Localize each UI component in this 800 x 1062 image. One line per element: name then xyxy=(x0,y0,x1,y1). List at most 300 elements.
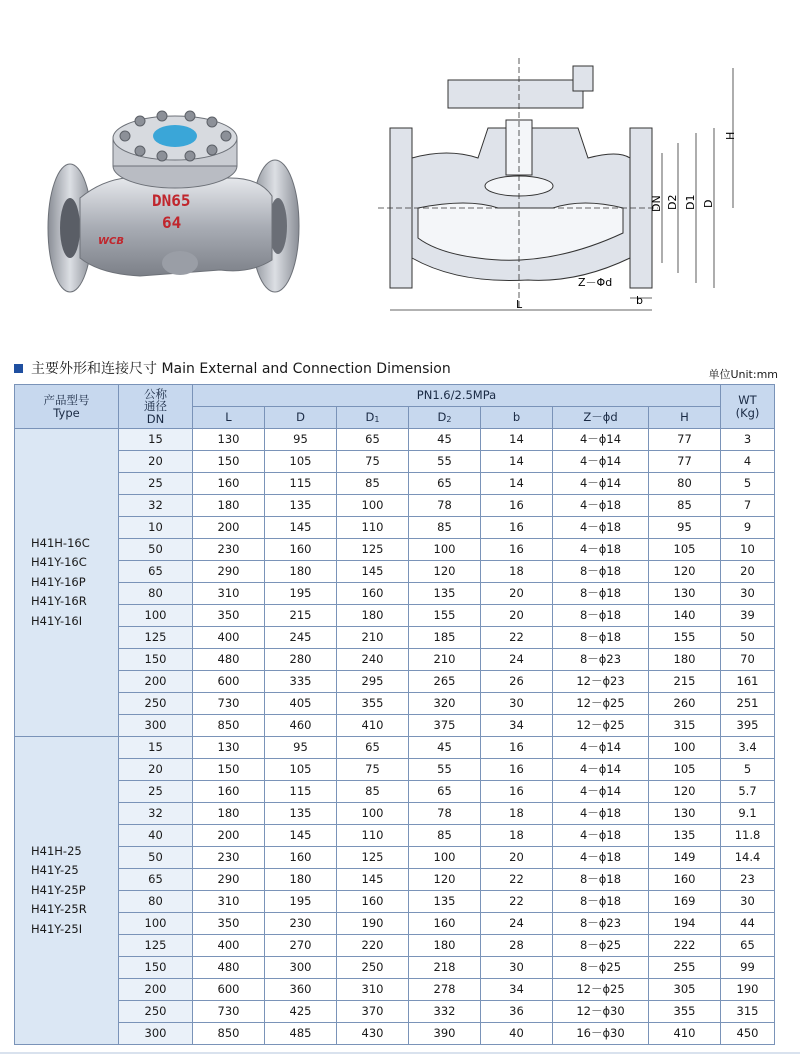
cell-h: 105 xyxy=(649,539,721,561)
header-b: b xyxy=(481,407,553,429)
dim-label-l: L xyxy=(516,298,523,311)
type-model: H41Y-25P xyxy=(31,882,86,897)
cell-d2: 332 xyxy=(409,1001,481,1023)
cell-d2: 120 xyxy=(409,561,481,583)
cell-b: 14 xyxy=(481,473,553,495)
cell-d1: 160 xyxy=(337,583,409,605)
cell-wt: 14.4 xyxy=(721,847,775,869)
cell-d: 425 xyxy=(265,1001,337,1023)
cell-d: 145 xyxy=(265,517,337,539)
cell-wt: 190 xyxy=(721,979,775,1001)
cell-d1: 125 xyxy=(337,847,409,869)
cell-d1: 295 xyxy=(337,671,409,693)
cell-d: 115 xyxy=(265,781,337,803)
cell-z: 4－ϕ14 xyxy=(553,737,649,759)
cell-wt: 5 xyxy=(721,473,775,495)
cell-h: 260 xyxy=(649,693,721,715)
cell-l: 730 xyxy=(193,1001,265,1023)
cell-h: 130 xyxy=(649,583,721,605)
header-d1-main: D xyxy=(365,409,375,424)
valve-section-drawing xyxy=(378,58,750,320)
cell-d1: 410 xyxy=(337,715,409,737)
cell-wt: 30 xyxy=(721,891,775,913)
cell-wt: 395 xyxy=(721,715,775,737)
cell-b: 20 xyxy=(481,605,553,627)
table-body xyxy=(15,429,775,1045)
cell-l: 130 xyxy=(193,429,265,451)
cell-d: 105 xyxy=(265,759,337,781)
cell-wt: 44 xyxy=(721,913,775,935)
table-row xyxy=(15,825,775,847)
cell-d2: 45 xyxy=(409,429,481,451)
cell-d: 115 xyxy=(265,473,337,495)
cell-d2: 390 xyxy=(409,1023,481,1045)
cell-d: 215 xyxy=(265,605,337,627)
cell-b: 22 xyxy=(481,869,553,891)
cell-d1: 160 xyxy=(337,891,409,913)
table-row xyxy=(15,891,775,913)
cell-d: 270 xyxy=(265,935,337,957)
cell-wt: 161 xyxy=(721,671,775,693)
cell-b: 16 xyxy=(481,517,553,539)
cell-dn: 150 xyxy=(119,649,193,671)
header-d: D xyxy=(265,407,337,429)
header-type-en: Type xyxy=(53,405,80,420)
cell-dn: 50 xyxy=(119,847,193,869)
cell-b: 14 xyxy=(481,451,553,473)
cell-d1: 75 xyxy=(337,759,409,781)
table-row xyxy=(15,715,775,737)
cell-b: 24 xyxy=(481,913,553,935)
cell-h: 120 xyxy=(649,781,721,803)
cell-wt: 39 xyxy=(721,605,775,627)
cell-d: 360 xyxy=(265,979,337,1001)
cell-z: 8－ϕ18 xyxy=(553,583,649,605)
cell-dn: 25 xyxy=(119,781,193,803)
table-row xyxy=(15,847,775,869)
header-d2-sub: 2 xyxy=(446,414,452,424)
cell-wt: 23 xyxy=(721,869,775,891)
cell-z: 12－ϕ30 xyxy=(553,1001,649,1023)
cell-b: 40 xyxy=(481,1023,553,1045)
cell-d: 405 xyxy=(265,693,337,715)
casting-text-dn: DN65 xyxy=(152,191,191,210)
cell-z: 12－ϕ23 xyxy=(553,671,649,693)
header-dn xyxy=(119,385,193,429)
cell-dn: 80 xyxy=(119,891,193,913)
cell-wt: 315 xyxy=(721,1001,775,1023)
cell-b: 28 xyxy=(481,935,553,957)
cell-wt: 3 xyxy=(721,429,775,451)
cell-d1: 125 xyxy=(337,539,409,561)
dim-label-z: Z－Φd xyxy=(578,276,613,289)
cell-d: 335 xyxy=(265,671,337,693)
cell-z: 4－ϕ18 xyxy=(553,825,649,847)
cell-dn: 300 xyxy=(119,715,193,737)
cell-wt: 4 xyxy=(721,451,775,473)
cell-dn: 20 xyxy=(119,759,193,781)
table-row xyxy=(15,935,775,957)
cell-b: 30 xyxy=(481,957,553,979)
cell-dn: 32 xyxy=(119,495,193,517)
cell-d: 245 xyxy=(265,627,337,649)
cell-h: 305 xyxy=(649,979,721,1001)
cell-wt: 65 xyxy=(721,935,775,957)
cell-wt: 450 xyxy=(721,1023,775,1045)
cell-wt: 70 xyxy=(721,649,775,671)
cell-b: 30 xyxy=(481,693,553,715)
cell-z: 4－ϕ18 xyxy=(553,517,649,539)
cell-h: 120 xyxy=(649,561,721,583)
cell-d: 95 xyxy=(265,429,337,451)
cell-d: 300 xyxy=(265,957,337,979)
cell-d2: 45 xyxy=(409,737,481,759)
cell-h: 77 xyxy=(649,429,721,451)
cell-h: 100 xyxy=(649,737,721,759)
cell-z: 12－ϕ25 xyxy=(553,715,649,737)
cell-d2: 155 xyxy=(409,605,481,627)
table-row xyxy=(15,583,775,605)
header-type xyxy=(15,385,119,429)
cell-d2: 85 xyxy=(409,825,481,847)
cell-b: 26 xyxy=(481,671,553,693)
cell-dn: 300 xyxy=(119,1023,193,1045)
cell-z: 8－ϕ23 xyxy=(553,913,649,935)
cell-d1: 110 xyxy=(337,825,409,847)
type-model: H41Y-16I xyxy=(31,613,83,628)
cell-dn: 100 xyxy=(119,913,193,935)
cell-l: 150 xyxy=(193,451,265,473)
cell-b: 20 xyxy=(481,583,553,605)
type-model: H41Y-25I xyxy=(31,921,83,936)
cell-h: 140 xyxy=(649,605,721,627)
type-model: H41Y-25R xyxy=(31,902,87,917)
type-model: H41Y-16R xyxy=(31,594,87,609)
cell-z: 12－ϕ25 xyxy=(553,979,649,1001)
cell-l: 600 xyxy=(193,671,265,693)
table-row xyxy=(15,693,775,715)
cell-d1: 310 xyxy=(337,979,409,1001)
dim-label-d1: D1 xyxy=(684,194,697,210)
cell-h: 149 xyxy=(649,847,721,869)
cell-h: 180 xyxy=(649,649,721,671)
cell-b: 18 xyxy=(481,803,553,825)
cell-wt: 20 xyxy=(721,561,775,583)
table-row xyxy=(15,429,775,451)
header-d2-main: D xyxy=(437,409,447,424)
cell-d2: 320 xyxy=(409,693,481,715)
cell-d: 180 xyxy=(265,561,337,583)
cell-wt: 50 xyxy=(721,627,775,649)
cell-l: 350 xyxy=(193,913,265,935)
type-group-cell xyxy=(15,429,119,737)
cell-dn: 80 xyxy=(119,583,193,605)
type-model: H41Y-16P xyxy=(31,574,86,589)
cell-d2: 100 xyxy=(409,539,481,561)
cell-z: 8－ϕ18 xyxy=(553,605,649,627)
cell-d1: 85 xyxy=(337,781,409,803)
cell-b: 22 xyxy=(481,627,553,649)
cell-dn: 15 xyxy=(119,737,193,759)
cell-wt: 7 xyxy=(721,495,775,517)
cell-d2: 55 xyxy=(409,451,481,473)
cell-d1: 190 xyxy=(337,913,409,935)
table-row xyxy=(15,495,775,517)
cell-dn: 25 xyxy=(119,473,193,495)
cell-d2: 135 xyxy=(409,583,481,605)
valve-photo-graphic xyxy=(40,78,310,310)
cell-h: 105 xyxy=(649,759,721,781)
cell-z: 4－ϕ14 xyxy=(553,451,649,473)
cell-z: 4－ϕ14 xyxy=(553,429,649,451)
square-bullet-icon xyxy=(14,364,23,373)
cell-d1: 370 xyxy=(337,1001,409,1023)
type-model: H41Y-16C xyxy=(31,555,87,570)
section-drawing-graphic xyxy=(378,58,750,320)
cell-wt: 3.4 xyxy=(721,737,775,759)
cell-h: 77 xyxy=(649,451,721,473)
cell-d2: 100 xyxy=(409,847,481,869)
cell-d: 105 xyxy=(265,451,337,473)
cell-dn: 65 xyxy=(119,561,193,583)
cell-l: 200 xyxy=(193,825,265,847)
header-pressure: PN1.6/2.5MPa xyxy=(193,385,721,407)
table-row xyxy=(15,1001,775,1023)
cell-d2: 375 xyxy=(409,715,481,737)
header-wt xyxy=(721,385,775,429)
cell-b: 16 xyxy=(481,495,553,517)
cell-wt: 9 xyxy=(721,517,775,539)
cell-d1: 220 xyxy=(337,935,409,957)
header-dn-line1: 公称 xyxy=(144,386,167,401)
casting-text-material: WCB xyxy=(98,236,124,247)
cell-dn: 150 xyxy=(119,957,193,979)
table-row xyxy=(15,627,775,649)
cell-d1: 75 xyxy=(337,451,409,473)
table-row xyxy=(15,649,775,671)
cell-b: 20 xyxy=(481,847,553,869)
dim-label-dn: DN xyxy=(650,195,663,212)
cell-d2: 85 xyxy=(409,517,481,539)
cell-d2: 185 xyxy=(409,627,481,649)
cell-h: 194 xyxy=(649,913,721,935)
cell-dn: 65 xyxy=(119,869,193,891)
cell-l: 180 xyxy=(193,803,265,825)
cell-l: 160 xyxy=(193,781,265,803)
cell-l: 850 xyxy=(193,1023,265,1045)
cell-l: 200 xyxy=(193,517,265,539)
table-row xyxy=(15,869,775,891)
cell-b: 24 xyxy=(481,649,553,671)
cell-b: 16 xyxy=(481,781,553,803)
cell-l: 130 xyxy=(193,737,265,759)
cell-d: 230 xyxy=(265,913,337,935)
cell-l: 150 xyxy=(193,759,265,781)
cell-l: 310 xyxy=(193,583,265,605)
cell-h: 95 xyxy=(649,517,721,539)
cell-d2: 135 xyxy=(409,891,481,913)
table-row xyxy=(15,517,775,539)
header-l: L xyxy=(193,407,265,429)
cell-d1: 85 xyxy=(337,473,409,495)
cell-d: 180 xyxy=(265,869,337,891)
cell-d: 460 xyxy=(265,715,337,737)
table-row xyxy=(15,913,775,935)
cell-d1: 145 xyxy=(337,869,409,891)
header-z: Z－ϕd xyxy=(553,407,649,429)
header-d1-sub: 1 xyxy=(374,414,380,424)
cell-d2: 278 xyxy=(409,979,481,1001)
cell-h: 80 xyxy=(649,473,721,495)
cell-z: 4－ϕ18 xyxy=(553,803,649,825)
cell-dn: 200 xyxy=(119,979,193,1001)
cell-l: 230 xyxy=(193,539,265,561)
cell-d1: 65 xyxy=(337,737,409,759)
table-row xyxy=(15,957,775,979)
dim-label-b: b xyxy=(636,294,643,307)
cell-l: 600 xyxy=(193,979,265,1001)
cell-wt: 11.8 xyxy=(721,825,775,847)
dim-label-d: D xyxy=(702,199,715,208)
cell-h: 130 xyxy=(649,803,721,825)
cell-b: 14 xyxy=(481,429,553,451)
cell-l: 400 xyxy=(193,627,265,649)
cell-dn: 20 xyxy=(119,451,193,473)
cell-wt: 251 xyxy=(721,693,775,715)
table-row xyxy=(15,979,775,1001)
cell-z: 4－ϕ14 xyxy=(553,759,649,781)
cell-z: 8－ϕ18 xyxy=(553,627,649,649)
type-model: H41Y-25 xyxy=(31,863,79,878)
header-d2 xyxy=(409,407,481,429)
table-row xyxy=(15,1023,775,1045)
type-model: H41H-16C xyxy=(31,535,90,550)
cell-dn: 32 xyxy=(119,803,193,825)
cell-l: 180 xyxy=(193,495,265,517)
cell-b: 16 xyxy=(481,759,553,781)
cell-l: 850 xyxy=(193,715,265,737)
cell-d2: 218 xyxy=(409,957,481,979)
cell-b: 16 xyxy=(481,737,553,759)
cell-d2: 160 xyxy=(409,913,481,935)
cell-z: 12－ϕ25 xyxy=(553,693,649,715)
cell-d2: 55 xyxy=(409,759,481,781)
cell-b: 16 xyxy=(481,539,553,561)
header-d1 xyxy=(337,407,409,429)
cell-l: 480 xyxy=(193,957,265,979)
cell-wt: 30 xyxy=(721,583,775,605)
table-row xyxy=(15,539,775,561)
table-row xyxy=(15,561,775,583)
cell-z: 4－ϕ14 xyxy=(553,473,649,495)
table-row xyxy=(15,671,775,693)
cell-dn: 125 xyxy=(119,627,193,649)
cell-d1: 110 xyxy=(337,517,409,539)
cell-d2: 120 xyxy=(409,869,481,891)
cell-l: 290 xyxy=(193,869,265,891)
cell-d: 160 xyxy=(265,847,337,869)
cell-d1: 240 xyxy=(337,649,409,671)
cell-z: 16－ϕ30 xyxy=(553,1023,649,1045)
cell-d: 135 xyxy=(265,495,337,517)
cell-dn: 100 xyxy=(119,605,193,627)
cell-z: 8－ϕ23 xyxy=(553,649,649,671)
dim-label-h: H xyxy=(724,131,737,140)
cell-d2: 78 xyxy=(409,495,481,517)
cell-z: 4－ϕ18 xyxy=(553,539,649,561)
cell-wt: 99 xyxy=(721,957,775,979)
header-dn-line2: 通径 xyxy=(144,399,167,414)
header-dn-line3: DN xyxy=(146,411,165,426)
dim-label-d2: D2 xyxy=(666,194,679,210)
cell-l: 400 xyxy=(193,935,265,957)
cell-z: 4－ϕ14 xyxy=(553,781,649,803)
cell-dn: 40 xyxy=(119,825,193,847)
cell-h: 215 xyxy=(649,671,721,693)
cell-wt: 5.7 xyxy=(721,781,775,803)
table-row xyxy=(15,781,775,803)
table-row xyxy=(15,759,775,781)
cell-d2: 180 xyxy=(409,935,481,957)
cell-z: 8－ϕ18 xyxy=(553,561,649,583)
cell-d2: 265 xyxy=(409,671,481,693)
cell-d1: 210 xyxy=(337,627,409,649)
cell-d: 95 xyxy=(265,737,337,759)
cell-h: 85 xyxy=(649,495,721,517)
cell-b: 22 xyxy=(481,891,553,913)
cell-d1: 100 xyxy=(337,495,409,517)
cell-d2: 65 xyxy=(409,473,481,495)
cell-l: 230 xyxy=(193,847,265,869)
cell-d: 160 xyxy=(265,539,337,561)
cell-wt: 5 xyxy=(721,759,775,781)
cell-b: 34 xyxy=(481,979,553,1001)
table-row xyxy=(15,803,775,825)
table-header-row xyxy=(15,385,775,407)
section-heading xyxy=(14,358,451,378)
cell-d: 195 xyxy=(265,891,337,913)
cell-z: 4－ϕ18 xyxy=(553,495,649,517)
cell-b: 36 xyxy=(481,1001,553,1023)
cell-l: 160 xyxy=(193,473,265,495)
cell-l: 480 xyxy=(193,649,265,671)
cell-d2: 210 xyxy=(409,649,481,671)
cell-h: 410 xyxy=(649,1023,721,1045)
cell-d: 485 xyxy=(265,1023,337,1045)
header-h: H xyxy=(649,407,721,429)
cell-h: 155 xyxy=(649,627,721,649)
cell-l: 350 xyxy=(193,605,265,627)
cell-dn: 250 xyxy=(119,693,193,715)
table-row xyxy=(15,473,775,495)
cell-d: 135 xyxy=(265,803,337,825)
valve-photo xyxy=(40,78,310,310)
cell-z: 8－ϕ18 xyxy=(553,891,649,913)
cell-z: 8－ϕ25 xyxy=(553,957,649,979)
cell-d2: 65 xyxy=(409,781,481,803)
cell-dn: 200 xyxy=(119,671,193,693)
cell-d: 145 xyxy=(265,825,337,847)
cell-wt: 10 xyxy=(721,539,775,561)
cell-dn: 50 xyxy=(119,539,193,561)
header-wt-line1: WT xyxy=(738,392,757,407)
unit-label: 单位Unit:mm xyxy=(708,368,778,381)
cell-dn: 250 xyxy=(119,1001,193,1023)
cell-b: 18 xyxy=(481,561,553,583)
cell-d1: 250 xyxy=(337,957,409,979)
cell-dn: 15 xyxy=(119,429,193,451)
cell-l: 730 xyxy=(193,693,265,715)
